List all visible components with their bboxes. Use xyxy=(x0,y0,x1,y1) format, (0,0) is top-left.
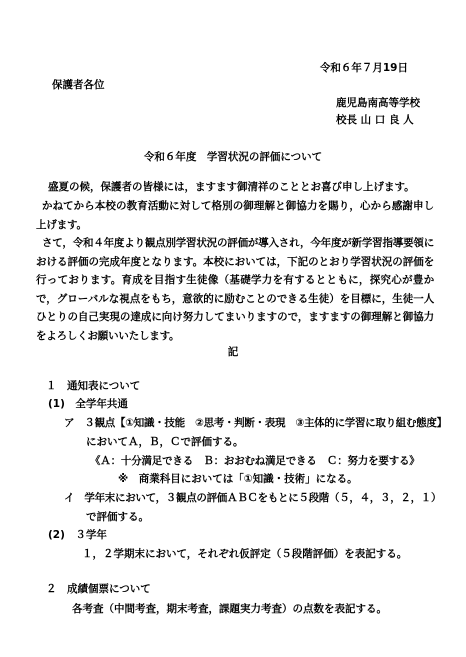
section-2-heading: ２ 成績個票について xyxy=(46,583,151,595)
section-1-i-line-2: で評価する。 xyxy=(86,511,149,523)
greeting-paragraph-3: さて，令和４年度より観点別学習状況の評価が導入され，今年度が新学習指導要領における評価の完成年度となります。本校においては，下記のとおり学習状況の評価を行っております。育成を目指す生徒像（基礎学力を有するとともに，探究心が豊かで，グローバルな視点をもち，意欲的に励むことのできる生徒）を目標に，生徒一人ひとりの自己実現の達成に向け努力してまいりますので，ますますの御理解と御協力をよろしくお願いいたします。 xyxy=(36,237,434,342)
section-1-a-line-1: ア ３観点【①知識・技能 ②思考・判断・表現 ③主体的に学習に取り組む態度】 xyxy=(64,417,447,429)
principal-name: 校長 山 口 良 人 xyxy=(336,114,414,126)
school-name: 鹿児島南高等学校 xyxy=(336,97,420,109)
document-title: 令和６年度 学習状況の評価について xyxy=(143,151,323,163)
section-1-a-line-3: 《Ａ：十分満足できる Ｂ：おおむね満足できる Ｃ：努力を要する》 xyxy=(90,455,420,467)
recipient: 保護者各位 xyxy=(52,79,105,91)
document-date: 令和６年７月19日 xyxy=(319,62,408,74)
section-1-i-line-1: イ 学年末において，３観点の評価ＡＢＣをもとに５段階（５，４，３，２，１） xyxy=(64,492,442,504)
greeting-paragraph-2: かねてから本校の教育活動に対して格別の御理解と御協力を賜り，心から感謝申し上げます。 xyxy=(36,200,434,231)
section-1-heading: １ 通知表について xyxy=(46,380,141,392)
section-2-text: 各考査（中間考査，期末考査，課題実力考査）の点数を表記する。 xyxy=(72,603,387,615)
section-1-a-line-2: においてＡ，Ｂ，Ｃで評価する。 xyxy=(86,436,244,448)
section-1-sub-2: (2) ３学年 xyxy=(48,529,107,541)
section-1-a-note: ※ 商業科目においては「①知識・技術」になる。 xyxy=(118,473,358,485)
ki-heading: 記 xyxy=(227,346,239,358)
section-1-sub-1: (1) 全学年共通 xyxy=(48,398,128,410)
greeting-paragraph-1: 盛夏の候，保護者の皆様には，ますます御清祥のこととお喜び申し上げます。 xyxy=(48,181,415,193)
section-1-sub-2-text: １，２学期末において，それぞれ仮評定（５段階評価）を表記する。 xyxy=(82,548,408,560)
